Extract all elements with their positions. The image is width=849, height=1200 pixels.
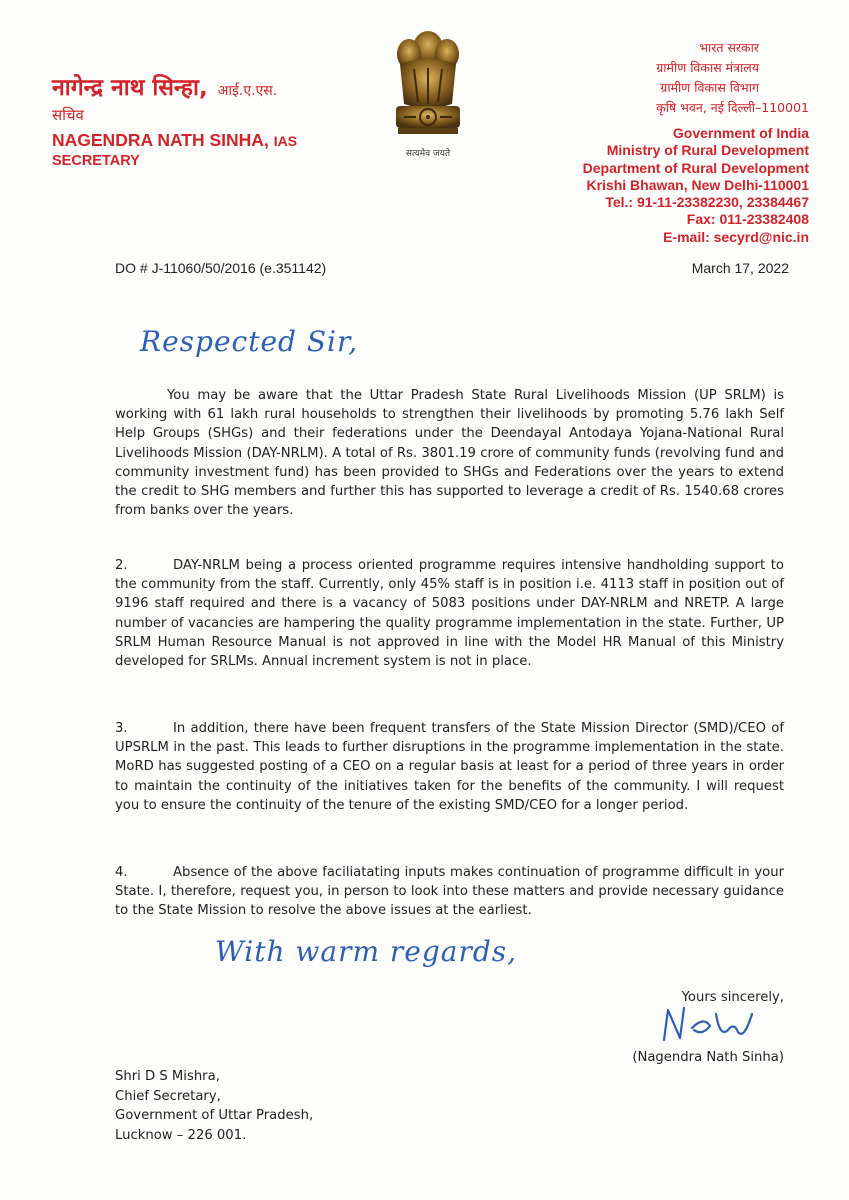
paragraph-1: You may be aware that the Uttar Pradesh State Rural Livelihoods Mission (UP SRLM) is working with 61 lakh rural households to strengthen their livelihoods by promoting 5.76 lakh Self Help Groups (SHGs) and their federations under the Deendayal Antodaya Yojana-National Rural Livelihoods Mission (DAY-NRLM). A total of Rs. 3801.19 crore of community funds (revolving fund and community investment fund) has been provided to SHGs and Federations over the years to extend the credit to SHG members and further this has supported to leverage a credit of Rs. 1540.68 crores from banks over the years. (115, 388, 784, 519)
signature-icon (658, 1002, 768, 1051)
addressee-block (115, 1067, 313, 1145)
address-line-hindi: ग्रामीण विकास विभाग (660, 80, 759, 95)
letterhead-office-address (583, 38, 809, 246)
handwritten-salutation: Respected Sir, (140, 325, 359, 358)
addressee-line: Chief Secretary, (115, 1088, 221, 1104)
email-line: E-mail: secyrd@nic.in (663, 228, 809, 245)
paragraph-3: 3. In addition, there have been frequent transfers of the State Mission Director (SMD)/CEO of UPSRLM in the past. This leads to further disruptions in the programme implementation in the state. MoRD has suggested posting of a CEO on a regular basis at least for a period of three years in order to maintain the continuity of the initiatives taken for the benefits of the community. I will request you to ensure the continuity of the tenure of the existing SMD/CEO for a longer period. (115, 721, 784, 813)
sender-title-english: SECRETARY (52, 153, 140, 169)
letter-date: March 17, 2022 (691, 260, 789, 276)
sender-name-hindi: नागेन्द्र नाथ सिन्हा, आई.ए.एस. (52, 75, 278, 101)
address-line-english: Krishi Bhawan, New Delhi-110001 (586, 176, 809, 193)
closing-yours-sincerely: Yours sincerely, (681, 990, 784, 1005)
handwritten-regards: With warm regards, (215, 935, 518, 968)
signer-name: (Nagendra Nath Sinha) (632, 1050, 784, 1065)
address-line-hindi: ग्रामीण विकास मंत्रालय (656, 60, 759, 75)
addressee-line: Government of Uttar Pradesh, (115, 1108, 314, 1123)
paragraph-4: 4. Absence of the above faciliatating inputs makes continuation of programme difficult in your State. I, therefore, request you, in person to look into these matters and provide necessary guidance to the State Mission to resolve the above issues at the earliest. (115, 865, 784, 919)
sender-name-english: NAGENDRA NATH SINHA, IAS (52, 130, 298, 150)
fax-line: Fax: 011-23382408 (686, 211, 809, 228)
emblem-motto: सत्यमेव जयते (405, 149, 451, 159)
address-line-english: Ministry of Rural Development (606, 142, 809, 159)
sender-title-hindi: सचिव (52, 106, 84, 124)
paragraph-2: 2. DAY-NRLM being a process oriented programme requires intensive handholding support to the community from the staff. Currently, only 45% staff is in position i.e. 4113 staff in position out of 9196 staff required and there is a vacancy of 5083 positions under DAY-NRLM and NRETP. A large number of vacancies are hampering the quality programme implementation in the state. Further, UP SRLM Human Resource Manual is not approved in line with the Model HR Manual of this Ministry developed for SRLMs. Annual increment system is not in place. (115, 558, 784, 670)
addressee-line: Shri D S Mishra, (115, 1069, 220, 1084)
telephone-line: Tel.: 91-11-23382230, 23384467 (605, 194, 809, 211)
address-line-hindi: कृषि भवन, नई दिल्ली–110001 (656, 100, 809, 115)
addressee-line: Lucknow – 226 001. (115, 1127, 247, 1143)
address-line-english: Government of India (672, 125, 809, 141)
address-line-hindi: भारत सरकार (699, 40, 759, 55)
reference-number: DO # J-11060/50/2016 (e.351142) (115, 260, 327, 276)
address-line-english: Department of Rural Development (582, 159, 809, 176)
letterhead-sender (52, 74, 297, 171)
